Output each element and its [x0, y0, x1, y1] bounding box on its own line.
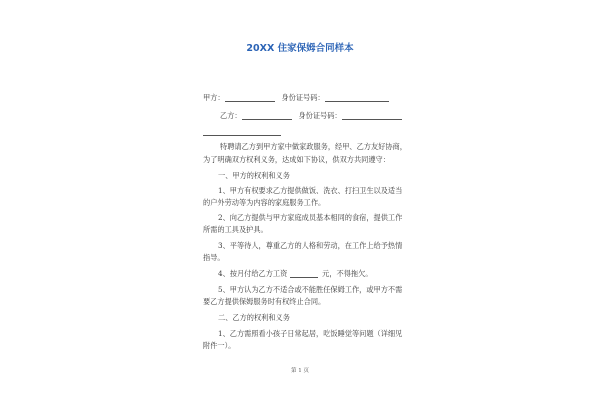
- party-a-blank: [225, 94, 275, 102]
- clause-a4-prefix: 4、按月付给乙方工资: [218, 269, 288, 278]
- party-b-extra-blank: [203, 128, 281, 136]
- clause-a3-line-2: 指导。: [203, 253, 225, 262]
- party-b-blank: [242, 112, 292, 120]
- document-title: 20XX 住家保姆合同样本: [246, 43, 354, 54]
- section1-heading: 一、甲方的权利和义务: [218, 171, 290, 180]
- clause-a1-line-1: 1、甲方有权要求乙方提供做饭、洗衣、打扫卫生以及适当: [218, 186, 403, 195]
- party-a-id-label: 身份证号码：: [281, 93, 325, 102]
- section2-heading: 二、乙方的权利和义务: [218, 313, 290, 322]
- party-b-id-blank: [342, 112, 402, 120]
- party-b-id-label: 身份证号码：: [298, 111, 342, 120]
- party-a-id-blank: [325, 94, 389, 102]
- clause-a3-line-1: 3、平等待人，尊重乙方的人格和劳动，在工作上给予热情: [218, 241, 403, 250]
- clause-a2-line-1: 2、向乙方提供与甲方家庭成员基本相同的食宿，提供工作: [218, 213, 403, 222]
- clause-a4: [218, 269, 372, 278]
- party-b-line: [220, 111, 402, 120]
- clause-a4-suffix: 元，不得拖欠。: [322, 269, 373, 278]
- intro-line-1: 特聘请乙方到甲方家中做家政服务，经甲、乙方友好协商，: [220, 142, 407, 151]
- clause-b1-line-1: 1、乙方需照看小孩子日常起居，吃饭睡觉等问题（详细见: [218, 329, 403, 338]
- party-a-line: [203, 93, 389, 102]
- party-b-label: 乙方：: [220, 111, 242, 120]
- clause-b1-line-2: 附件一）。: [203, 341, 236, 350]
- clause-a2-line-2: 所需的工具及护具。: [203, 225, 268, 234]
- party-b-extra-line: [203, 127, 281, 136]
- clause-a5-line-2: 要乙方提供保姆服务时有权终止合同。: [203, 297, 326, 306]
- salary-blank: [290, 270, 318, 278]
- intro-line-2: 为了明确双方权利义务，达成如下协议，供双方共同遵守：: [203, 155, 390, 164]
- clause-a5-line-1: 5、甲方认为乙方不适合或不能胜任保姆工作，或甲方不需: [218, 285, 403, 294]
- clause-a1-line-2: 的户外劳动等为内容的家庭服务工作。: [203, 198, 326, 207]
- party-a-label: 甲方：: [203, 93, 225, 102]
- page-number: 第 1 页: [291, 368, 309, 374]
